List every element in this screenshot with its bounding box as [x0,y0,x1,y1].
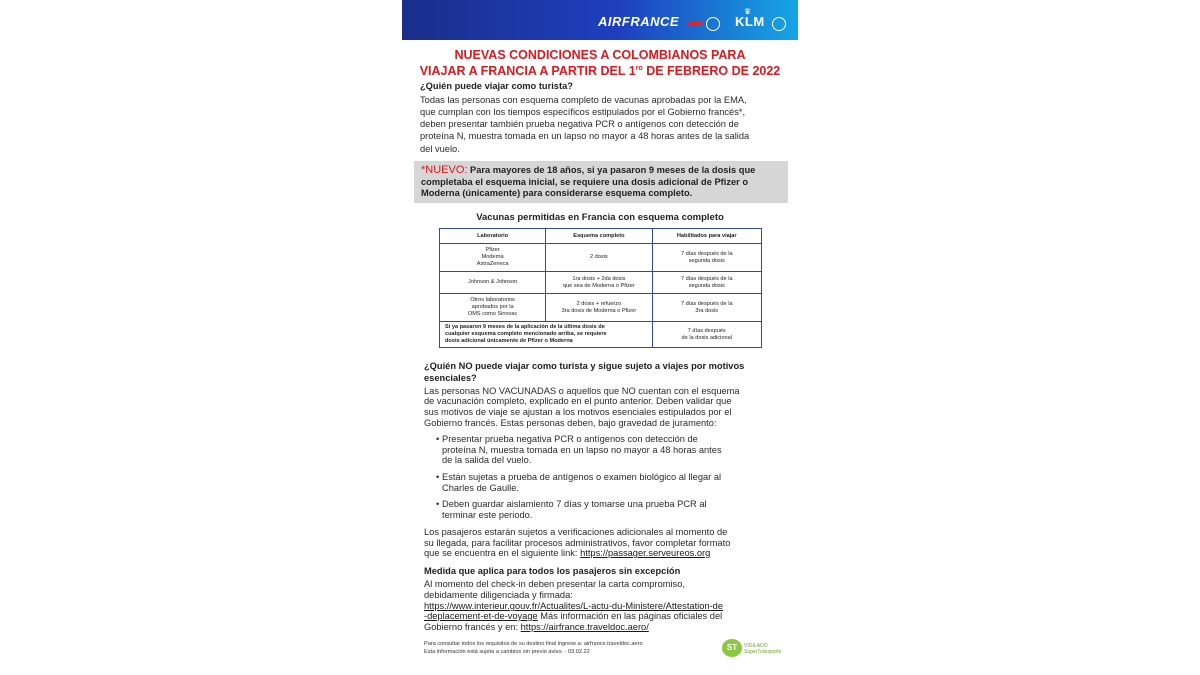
attestation-line: -deplacement-et-de-voyage Más información en las páginas oficiales del [424,611,723,621]
supertransporte-text: VIGILADO SuperTransporte [744,643,782,655]
table-cell: 7 días después de la 3ra dosis [652,294,762,322]
vaccine-table-caption: Vacunas permitidas en Francia con esquema completo [476,212,724,223]
verification-line: que se encuentra en el siguiente link: https://passager.serveureos.org [424,548,711,558]
new-requirement-box [414,161,788,203]
list-item: • Están sujetas a prueba de antígenos o examen biológico al llegar al Charles de Gaulle. [436,472,722,493]
table-cell: Pfizer Moderna AstraZeneca [440,244,546,272]
table-row [440,294,762,322]
column-header: Laboratorio [440,229,546,244]
list-item: • Deben guardar aislamiento 7 días y tomarse una prueba PCR al terminar este periodo. [436,499,707,520]
tourist-line: proteína N, muestra tomada en un lapso no mayor a 48 horas antes de la salida [420,131,750,141]
all-passengers-heading: Medida que aplica para todos los pasajeros sin excepción [424,566,681,576]
table-row [440,272,762,294]
tourist-line: Todas las personas con esquema completo de vacunas aprobadas por la EMA, [420,95,747,105]
table-cell: 7 días después de la dosis adicional [652,322,762,348]
airfrance-logo: AIRFRANCE [598,14,680,29]
table-header-row [440,229,762,244]
tourist-heading: ¿Quién puede viajar como turista? [420,81,573,91]
table-cell: Johnson & Johnson [440,272,546,294]
vaccine-table [439,228,762,348]
document-title-line1: NUEVAS CONDICIONES A COLOMBIANOS PARA [454,48,746,62]
essential-line: Gobierno francés. Estas personas deben, bajo gravedad de juramento: [424,418,717,428]
table-cell: 2 dosis [546,244,652,272]
new-text: completaba el esquema inicial, se requiere una dosis adicional de Pfizer o [421,176,749,187]
table-row [440,322,762,348]
table-cell: 7 días después de la segunda dosis [652,244,762,272]
essential-line: de vacunación completo, explicado en el punto anterior. Deben validar que [424,396,732,406]
column-header: Esquema completo [546,229,652,244]
verification-line: su llegada, para facilitar procesos administrativos, favor completar formato [424,538,731,548]
klm-crown-icon: ♛ [744,7,752,16]
table-cell: 1ra dosis + 2da dosis que sea de Moderna o Pfizer [546,272,652,294]
skyteam-seal-icon [706,17,720,31]
tourist-line: deben presentar también prueba negativa PCR o antígenos con detección de [420,119,739,129]
attestation-link[interactable]: https://www.interieur.gouv.fr/Actualites/L-actu-du-Ministere/Attestation-de [424,601,724,611]
klm-logo: KLM [735,14,765,29]
table-row [440,244,762,272]
supertransporte-logo: ST [722,639,742,657]
airfrance-stripe-icon [687,22,702,25]
table-cell: Otros laboratorios aprobados por la OMS como Sinovac [440,294,546,322]
essential-heading: esenciales? [424,373,477,383]
footer-note: Para consultar todos los requisitos de su destino final ingrese a: airfrance.traveldoc.aero Esta información está sujeta a cambios sin previo aviso. - 03.02.22 [424,641,643,655]
essential-heading: ¿Quién NO puede viajar como turista y sigue sujeto a viajes por motivos [424,361,745,371]
traveldoc-line: Gobierno francés y en: https://airfrance.traveldoc.aero/ [424,622,649,632]
table-cell: 7 días después de la segunda dosis [652,272,762,294]
table-cell: Si ya pasaron 9 meses de la aplicación de la última dosis de cualquier esquema completo mencionado arriba, se requiere dosis adicional únicamente de Pfizer o Moderna [440,322,653,348]
new-text: Moderna (únicamente) para considerarse esquema completo. [421,188,693,199]
tourist-line: que cumplan con los tiempos específicos estipulados por el Gobierno francés*, [420,107,746,117]
table-cell: 2 dosis + refuerzo 3ra dosis de Moderna o Pfizer [546,294,652,322]
essential-line: sus motivos de viaje se ajustan a los motivos esenciales estipulados por el [424,407,732,417]
new-label: *NUEVO: [421,164,468,176]
essential-line: Las personas NO VACUNADAS o aquellos que NO cuentan con el esquema [424,386,740,396]
all-passengers-line: debidamente diligenciada y firmada: [424,590,573,600]
column-header: Habilitados para viajar [652,229,762,244]
list-item: • Presentar prueba negativa PCR o antígenos con detección de proteína N, muestra tomada en un lapso no mayor a 48 horas antes de la salida del vuelo. [436,434,722,465]
document-page [402,0,798,675]
brand-banner [402,0,798,40]
passager-link[interactable]: https://passager.serveureos.org [580,548,711,558]
document-title-line2: VIAJAR A FRANCIA A PARTIR DEL $1^{ro}$ DE FEBRERO DE 2022 [419,64,781,79]
skyteam-seal-icon [772,17,786,31]
attestation-link[interactable]: -deplacement-et-de-voyage [424,611,538,621]
verification-line: Los pasajeros estarán sujetos a verificaciones adicionales al momento de [424,527,728,537]
new-text: Para mayores de 18 años, si ya pasaron 9 meses de la dosis que [467,165,756,175]
all-passengers-line: Al momento del check-in deben presentar la carta compromiso, [424,579,685,589]
tourist-line: del vuelo. [420,144,460,154]
traveldoc-link[interactable]: https://airfrance.traveldoc.aero/ [520,622,649,632]
